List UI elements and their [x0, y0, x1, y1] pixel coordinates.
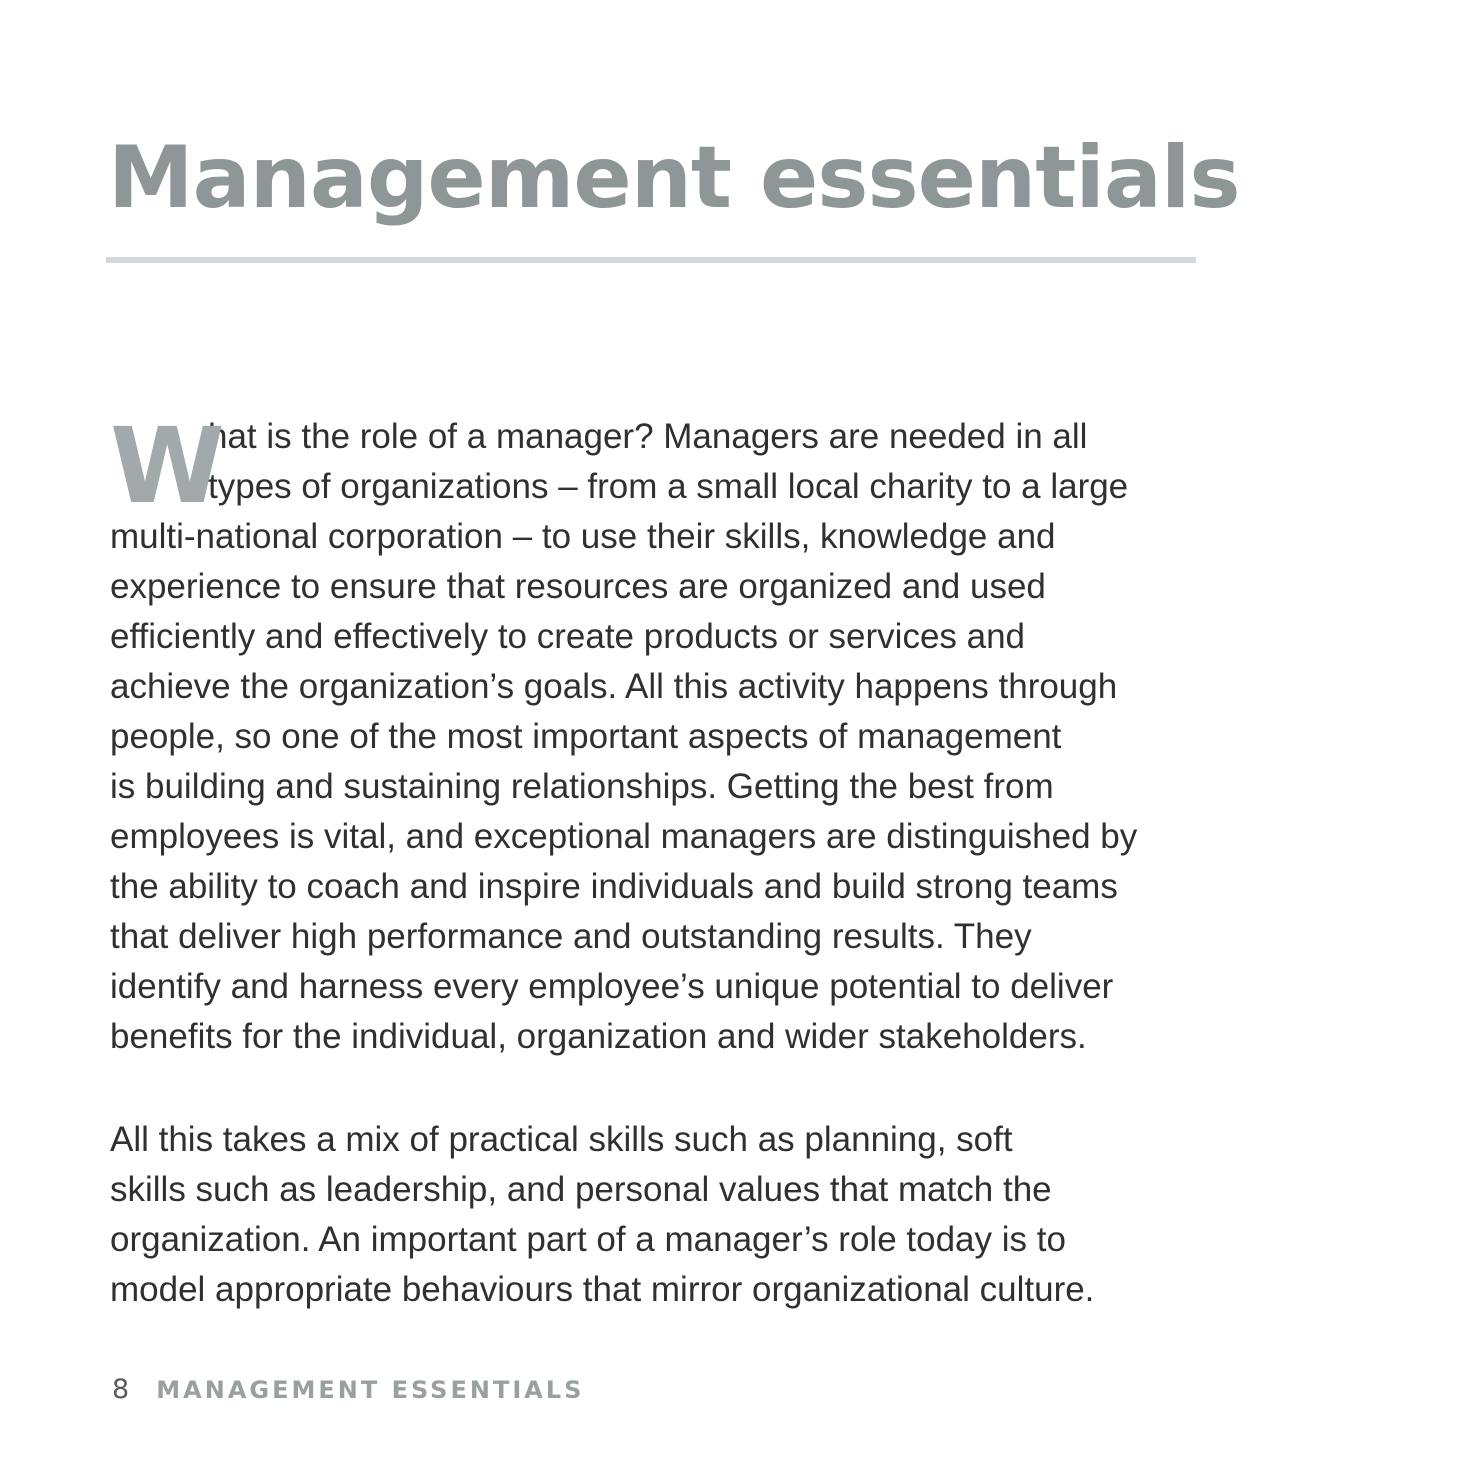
paragraph-line: identify and harness every employee’s unique potential to deliver	[110, 967, 1114, 1006]
paragraph-line: organization. An important part of a manager’s role today is to	[110, 1220, 1066, 1259]
paragraph-line: efficiently and effectively to create products or services and	[110, 617, 1026, 656]
chapter-title: Management essentials	[108, 128, 1240, 228]
paragraph-line: experience to ensure that resources are organized and used	[110, 567, 1046, 606]
paragraph-line: employees is vital, and exceptional managers are distinguished by	[110, 817, 1138, 856]
page-number: 8	[112, 1374, 130, 1405]
paragraph-line: benefits for the individual, organization and wider stakeholders.	[110, 1017, 1087, 1056]
drop-cap: W	[110, 405, 225, 527]
second-paragraph	[110, 1115, 1310, 1315]
intro-paragraph	[110, 405, 1310, 1062]
paragraph-line: model appropriate behaviours that mirror organizational culture.	[110, 1270, 1095, 1309]
paragraph-line: All this takes a mix of practical skills such as planning, soft	[110, 1120, 1013, 1159]
paragraph-line: the ability to coach and inspire individuals and build strong teams	[110, 867, 1118, 906]
paragraph-line: skills such as leadership, and personal values that match the	[110, 1170, 1052, 1209]
paragraph-line: types of organizations – from a small local charity to a large	[208, 467, 1129, 506]
paragraph-line: is building and sustaining relationships. Getting the best from	[110, 767, 1054, 806]
title-underline-rule	[106, 257, 1196, 263]
page-footer	[112, 1374, 584, 1405]
paragraph-line: multi-national corporation – to use their skills, knowledge and	[110, 517, 1056, 556]
running-head: MANAGEMENT ESSENTIALS	[156, 1376, 585, 1404]
paragraph-line: achieve the organization’s goals. All this activity happens through	[110, 667, 1118, 706]
paragraph-line: that deliver high performance and outstanding results. They	[110, 917, 1032, 956]
paragraph-line: people, so one of the most important aspects of management	[110, 717, 1062, 756]
paragraph-line: hat is the role of a manager? Managers are needed in all	[208, 417, 1088, 456]
